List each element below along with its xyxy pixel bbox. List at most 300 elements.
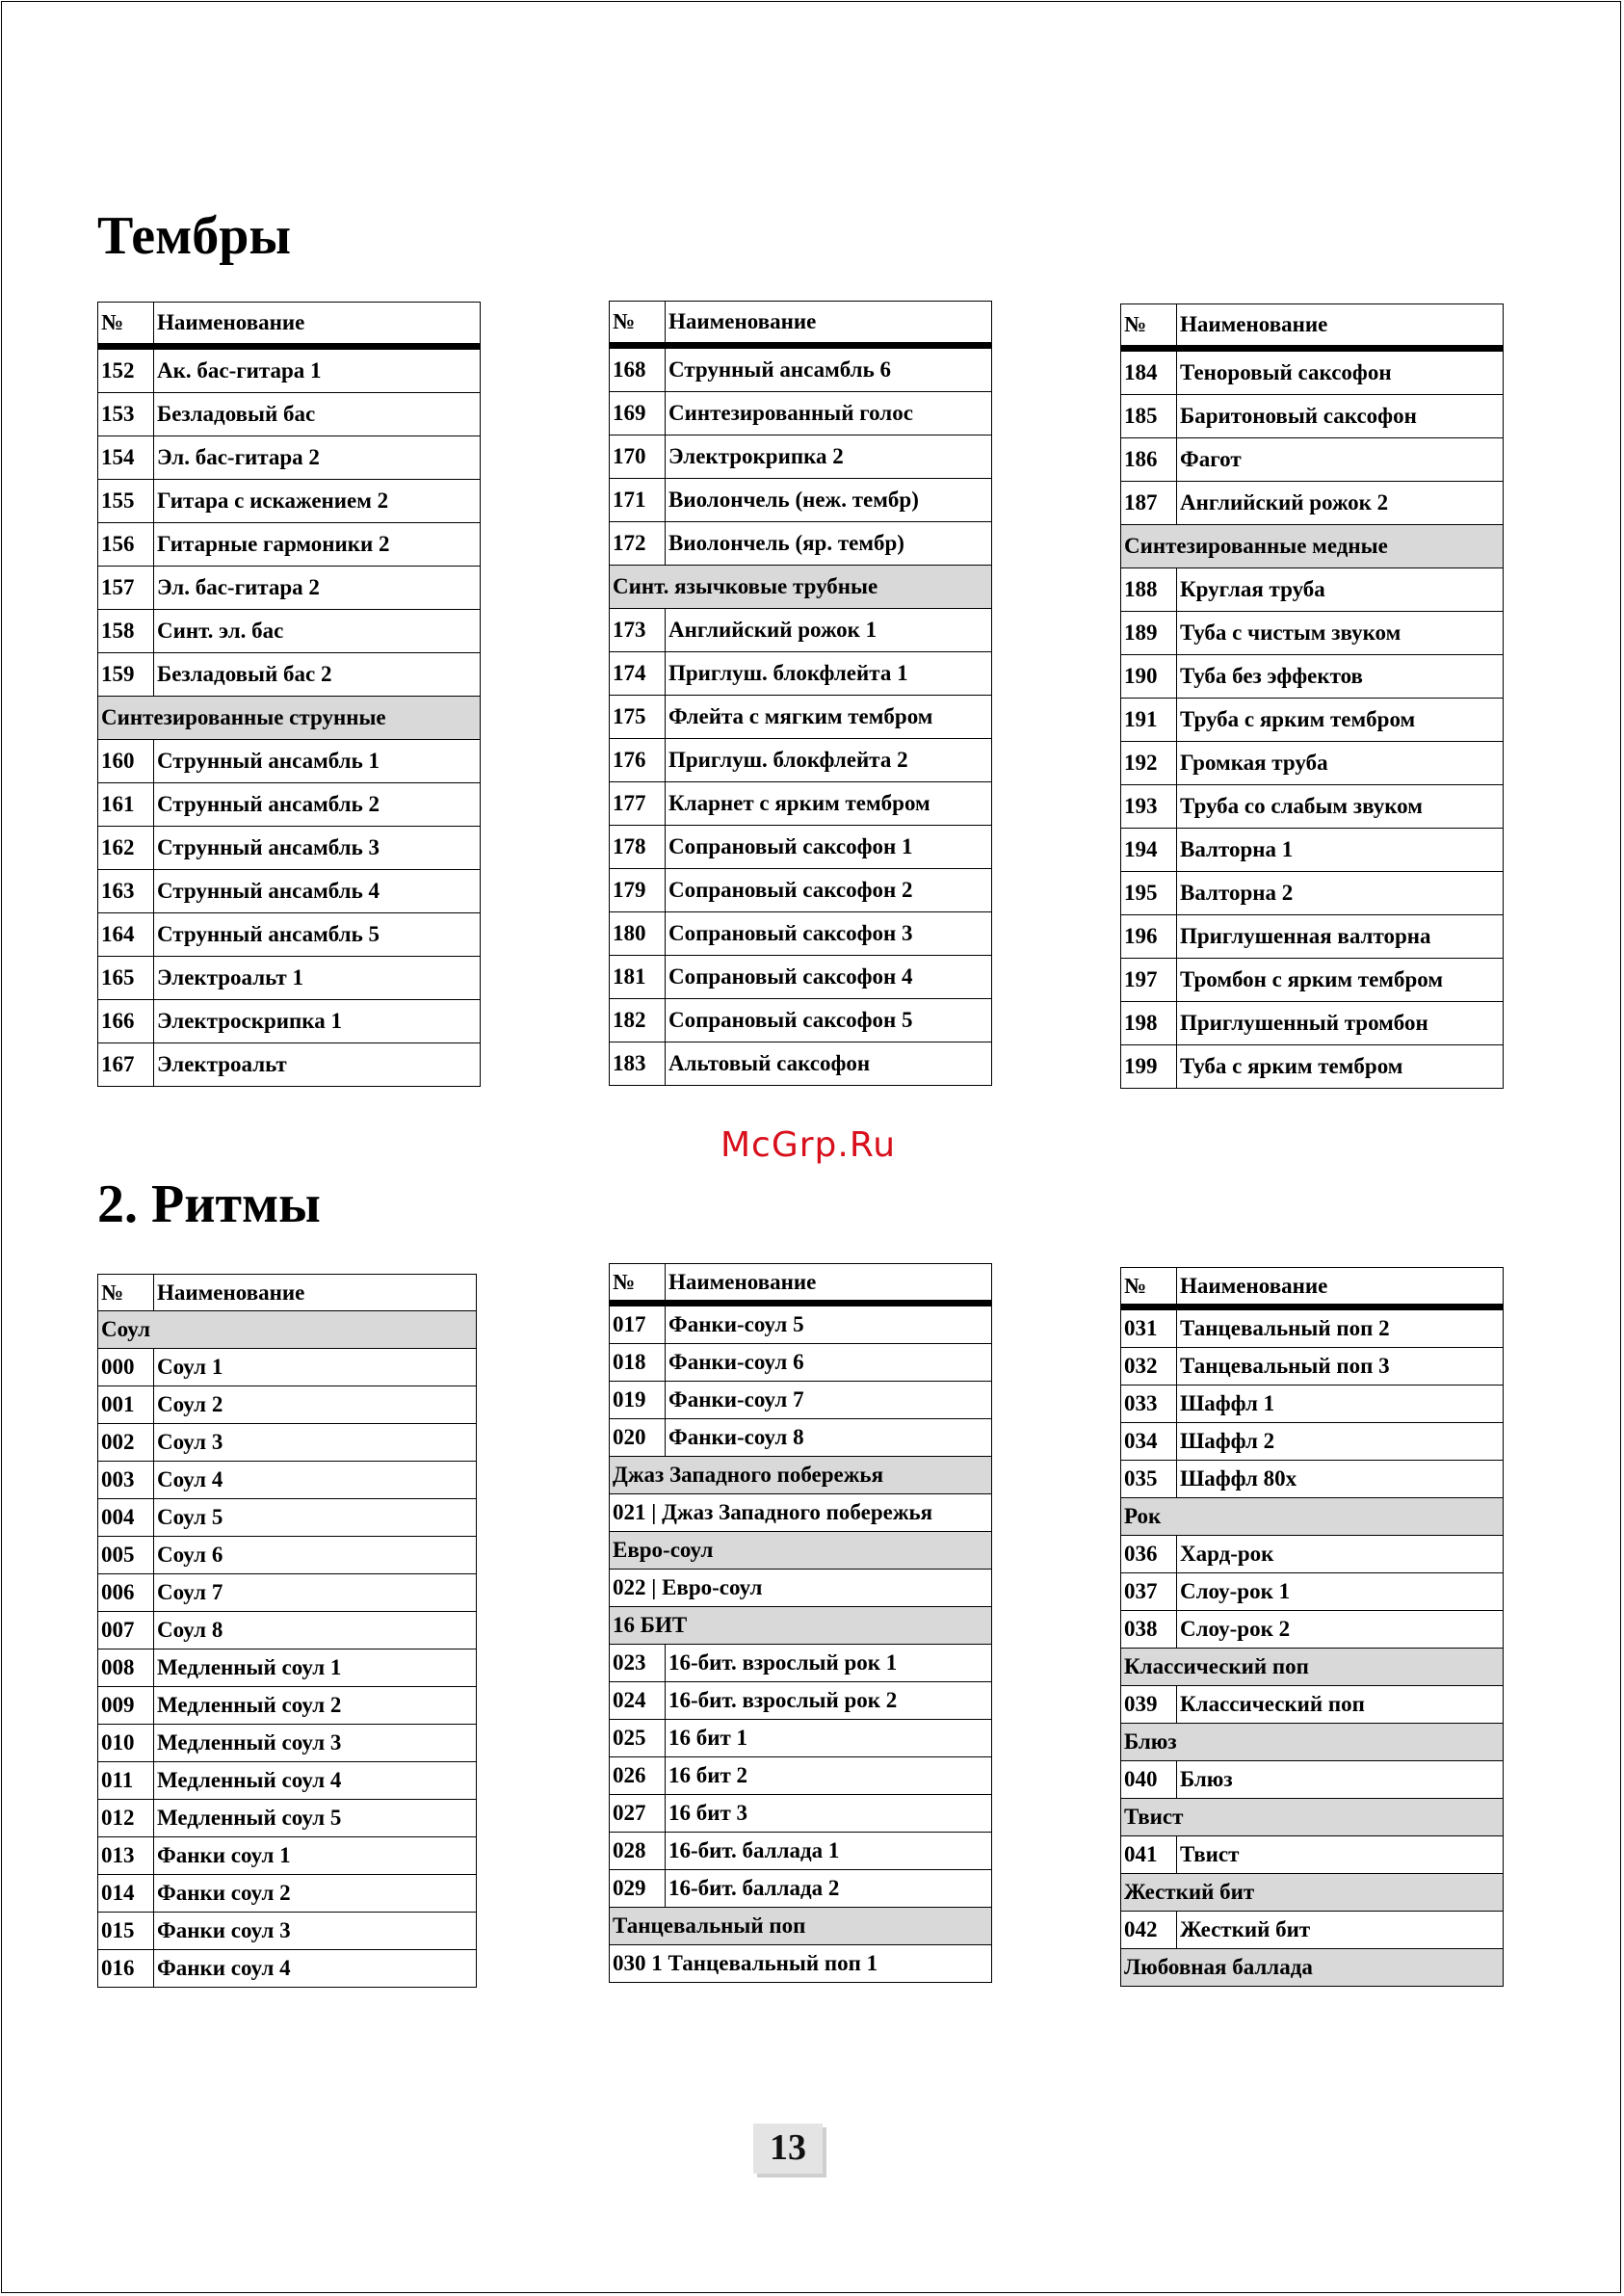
row-number: 026 (610, 1757, 666, 1795)
timbres-table-3 (1120, 303, 1504, 1089)
row-number: 011 (98, 1762, 154, 1800)
row-number: 158 (98, 610, 154, 653)
row-name: 16 бит 2 (666, 1757, 992, 1795)
table-row (1121, 872, 1504, 915)
row-number: 040 (1121, 1761, 1177, 1799)
row-name: Флейта с мягким тембром (666, 696, 992, 739)
row-number: 031 (1121, 1307, 1177, 1348)
category-label: Классический поп (1121, 1649, 1504, 1686)
table-row (610, 739, 992, 782)
row-name: Медленный соул 4 (154, 1762, 477, 1800)
row-name: Сопрановый саксофон 5 (666, 999, 992, 1042)
category-row (98, 1311, 477, 1349)
num-header: № (610, 1264, 666, 1304)
row-name: Туба без эффектов (1177, 655, 1504, 699)
timbres-table-2 (609, 301, 992, 1086)
table-row (610, 346, 992, 392)
row-name: Валторна 2 (1177, 872, 1504, 915)
row-number: 042 (1121, 1912, 1177, 1949)
row-number: 027 (610, 1795, 666, 1833)
table-row (98, 1462, 477, 1499)
row-name: Струнный ансамбль 4 (154, 870, 481, 913)
table-row (610, 1682, 992, 1720)
row-name: Громкая труба (1177, 742, 1504, 785)
name-header: Наименование (154, 1275, 477, 1311)
row-name: Жесткий бит (1177, 1912, 1504, 1949)
row-name: Сопрановый саксофон 1 (666, 826, 992, 869)
category-label: Соул (98, 1311, 477, 1349)
rhythms-table-3 (1120, 1267, 1504, 1987)
table-row (98, 653, 481, 697)
row-number: 176 (610, 739, 666, 782)
section-heading-rhythms: 2. Ритмы (97, 1174, 321, 1234)
row-number: 195 (1121, 872, 1177, 915)
category-label: Танцевальный поп (610, 1908, 992, 1945)
timbres-table-1 (97, 302, 481, 1087)
row-number: 178 (610, 826, 666, 869)
category-label: Блюз (1121, 1724, 1504, 1761)
name-header: Наименование (154, 303, 481, 347)
table-row (98, 1687, 477, 1725)
row-number: 018 (610, 1344, 666, 1382)
table-row (98, 567, 481, 610)
row-number: 163 (98, 870, 154, 913)
row-name: Синтезированный голос (666, 392, 992, 435)
row-name: Фанки-соул 7 (666, 1382, 992, 1419)
row-name: Медленный соул 1 (154, 1649, 477, 1687)
row-name: Кларнет с ярким тембром (666, 782, 992, 826)
table-row (610, 1344, 992, 1382)
row-number: 193 (1121, 785, 1177, 829)
row-number: 154 (98, 436, 154, 480)
row-number: 009 (98, 1687, 154, 1725)
table-row (98, 913, 481, 957)
row-number: 014 (98, 1875, 154, 1913)
table-row (1121, 349, 1504, 395)
row-number: 189 (1121, 612, 1177, 655)
category-row (610, 1532, 992, 1570)
table-header-row (610, 302, 992, 346)
row-number: 024 (610, 1682, 666, 1720)
category-label: Евро-соул (610, 1532, 992, 1570)
category-row (610, 566, 992, 609)
row-number: 001 (98, 1386, 154, 1424)
row-number: 173 (610, 609, 666, 652)
table-header-row (98, 1275, 477, 1311)
row-name: Труба со слабым звуком (1177, 785, 1504, 829)
row-name: Круглая труба (1177, 568, 1504, 612)
table-row (610, 1304, 992, 1344)
table-row (98, 1349, 477, 1386)
row-number: 032 (1121, 1348, 1177, 1386)
table-header-row (1121, 304, 1504, 349)
row-number: 025 (610, 1720, 666, 1757)
category-row (1121, 1498, 1504, 1536)
row-name: Синт. эл. бас (154, 610, 481, 653)
table-row (1121, 742, 1504, 785)
row-number: 037 (1121, 1573, 1177, 1611)
row-number: 020 (610, 1419, 666, 1457)
row-number: 013 (98, 1837, 154, 1875)
row-name: Струнный ансамбль 5 (154, 913, 481, 957)
table-row (1121, 1386, 1504, 1423)
num-header: № (610, 302, 666, 346)
category-row (1121, 1949, 1504, 1987)
row-name: Электроальт 1 (154, 957, 481, 1000)
row-number: 034 (1121, 1423, 1177, 1461)
table-row (98, 870, 481, 913)
table-row (1121, 395, 1504, 438)
row-name: 16-бит. взрослый рок 1 (666, 1645, 992, 1682)
row-name: Виолончель (яр. тембр) (666, 522, 992, 566)
row-number: 197 (1121, 959, 1177, 1002)
rhythms-table-2 (609, 1263, 992, 1983)
row-number: 002 (98, 1424, 154, 1462)
row-name: Электрокрипка 2 (666, 435, 992, 479)
row-name: Приглушенный тромбон (1177, 1002, 1504, 1045)
table-row (98, 1043, 481, 1087)
category-row (1121, 1724, 1504, 1761)
category-row (610, 1457, 992, 1494)
row-number: 159 (98, 653, 154, 697)
row-name: Соул 7 (154, 1574, 477, 1612)
table-row (610, 1870, 992, 1908)
table-row (98, 393, 481, 436)
table-row (610, 435, 992, 479)
table-row (98, 1612, 477, 1649)
table-row (610, 1042, 992, 1086)
row-name: 16 бит 3 (666, 1795, 992, 1833)
row-name: Туба с ярким тембром (1177, 1045, 1504, 1089)
row-number: 023 (610, 1645, 666, 1682)
table-row (1121, 612, 1504, 655)
row-name: 16-бит. баллада 1 (666, 1833, 992, 1870)
table-row (1121, 699, 1504, 742)
num-header: № (98, 1275, 154, 1311)
table-row (1121, 438, 1504, 482)
table-row (98, 1800, 477, 1837)
category-label: Синтезированные струнные (98, 697, 481, 740)
table-header-row (610, 1264, 992, 1304)
table-row (1121, 1573, 1504, 1611)
row-number: 019 (610, 1382, 666, 1419)
table-row (98, 480, 481, 523)
table-row (98, 347, 481, 393)
page-number: 13 (753, 2124, 823, 2174)
row-name: Классический поп (1177, 1686, 1504, 1724)
row-number: 157 (98, 567, 154, 610)
category-label: Любовная баллада (1121, 1949, 1504, 1987)
table-row (610, 522, 992, 566)
num-header: № (1121, 304, 1177, 349)
row-number: 199 (1121, 1045, 1177, 1089)
row-name: Соул 2 (154, 1386, 477, 1424)
table-row (1121, 1423, 1504, 1461)
row-name: Теноровый саксофон (1177, 349, 1504, 395)
table-row (98, 1837, 477, 1875)
row-number: 152 (98, 347, 154, 393)
row-number: 190 (1121, 655, 1177, 699)
row-number: 166 (98, 1000, 154, 1043)
name-header: Наименование (666, 1264, 992, 1304)
table-row (610, 696, 992, 739)
row-number: 012 (98, 1800, 154, 1837)
table-row (610, 1382, 992, 1419)
row-number: 005 (98, 1537, 154, 1574)
row-name: Тромбон с ярким тембром (1177, 959, 1504, 1002)
table-row (610, 609, 992, 652)
row-name: Английский рожок 1 (666, 609, 992, 652)
row-name: Альтовый саксофон (666, 1042, 992, 1086)
category-row (610, 1908, 992, 1945)
row-number: 172 (610, 522, 666, 566)
table-row (610, 1945, 992, 1983)
row-name: Шаффл 80х (1177, 1461, 1504, 1498)
table-row (98, 1574, 477, 1612)
row-number: 041 (1121, 1836, 1177, 1874)
table-row (610, 1757, 992, 1795)
table-row (1121, 1461, 1504, 1498)
row-name: Струнный ансамбль 3 (154, 827, 481, 870)
row-name: Ак. бас-гитара 1 (154, 347, 481, 393)
row-name: Шаффл 1 (1177, 1386, 1504, 1423)
row-number: 007 (98, 1612, 154, 1649)
row-name: Приглуш. блокфлейта 2 (666, 739, 992, 782)
table-row (98, 436, 481, 480)
table-row (1121, 1912, 1504, 1949)
table-row (98, 1762, 477, 1800)
table-row (98, 1649, 477, 1687)
table-row (1121, 959, 1504, 1002)
table-row (98, 957, 481, 1000)
row-number: 165 (98, 957, 154, 1000)
row-name: Эл. бас-гитара 2 (154, 436, 481, 480)
table-row (1121, 1002, 1504, 1045)
row-name: Твист (1177, 1836, 1504, 1874)
table-row (1121, 1686, 1504, 1724)
table-header-row (1121, 1268, 1504, 1307)
row-number: 171 (610, 479, 666, 522)
row-name: Медленный соул 2 (154, 1687, 477, 1725)
row-number: 038 (1121, 1611, 1177, 1649)
row-name: Танцевальный поп 3 (1177, 1348, 1504, 1386)
row-number: 162 (98, 827, 154, 870)
row-name: Эл. бас-гитара 2 (154, 567, 481, 610)
table-row (1121, 482, 1504, 525)
table-row (98, 1537, 477, 1574)
row-name: Гитарные гармоники 2 (154, 523, 481, 567)
table-row (98, 1725, 477, 1762)
table-row (98, 1386, 477, 1424)
table-row (1121, 1836, 1504, 1874)
row-number: 155 (98, 480, 154, 523)
table-row (610, 869, 992, 912)
row-number: 181 (610, 956, 666, 999)
name-header: Наименование (1177, 304, 1504, 349)
table-row (610, 1645, 992, 1682)
table-row (1121, 1348, 1504, 1386)
row-name: Медленный соул 5 (154, 1800, 477, 1837)
section-heading-timbres: Тембры (97, 206, 292, 266)
table-row (610, 1795, 992, 1833)
row-name: Струнный ансамбль 6 (666, 346, 992, 392)
row-number: 006 (98, 1574, 154, 1612)
row-number: 156 (98, 523, 154, 567)
row-number: 153 (98, 393, 154, 436)
row-name: Безладовый бас 2 (154, 653, 481, 697)
row-name: Труба с ярким тембром (1177, 699, 1504, 742)
row-name: Сопрановый саксофон 2 (666, 869, 992, 912)
table-row (610, 652, 992, 696)
row-number: 008 (98, 1649, 154, 1687)
category-label: 16 БИТ (610, 1607, 992, 1645)
row-number: 161 (98, 783, 154, 827)
table-row (610, 912, 992, 956)
row-name: Фанки-соул 6 (666, 1344, 992, 1382)
row-name: Баритоновый саксофон (1177, 395, 1504, 438)
category-row (1121, 1799, 1504, 1836)
row-text: 022 | Евро-соул (610, 1570, 992, 1607)
table-row (610, 1494, 992, 1532)
row-name: Хард-рок (1177, 1536, 1504, 1573)
category-label: Рок (1121, 1498, 1504, 1536)
row-number: 187 (1121, 482, 1177, 525)
table-row (1121, 1761, 1504, 1799)
row-number: 183 (610, 1042, 666, 1086)
table-row (1121, 1611, 1504, 1649)
row-number: 170 (610, 435, 666, 479)
row-number: 180 (610, 912, 666, 956)
row-number: 169 (610, 392, 666, 435)
row-name: Соул 6 (154, 1537, 477, 1574)
table-row (98, 610, 481, 653)
table-row (1121, 785, 1504, 829)
table-row (610, 1419, 992, 1457)
row-name: Гитара с искажением 2 (154, 480, 481, 523)
category-row (1121, 525, 1504, 568)
row-name: Электроальт (154, 1043, 481, 1087)
table-row (98, 1000, 481, 1043)
row-name: Соул 4 (154, 1462, 477, 1499)
row-name: Фанки соул 3 (154, 1913, 477, 1950)
row-number: 029 (610, 1870, 666, 1908)
row-number: 194 (1121, 829, 1177, 872)
row-name: Слоу-рок 1 (1177, 1573, 1504, 1611)
row-number: 179 (610, 869, 666, 912)
table-row (610, 826, 992, 869)
rhythms-table-1 (97, 1274, 477, 1988)
table-row (610, 782, 992, 826)
row-number: 015 (98, 1913, 154, 1950)
row-number: 164 (98, 913, 154, 957)
row-name: Приглуш. блокфлейта 1 (666, 652, 992, 696)
row-name: Английский рожок 2 (1177, 482, 1504, 525)
row-number: 186 (1121, 438, 1177, 482)
row-number: 168 (610, 346, 666, 392)
row-name: Сопрановый саксофон 3 (666, 912, 992, 956)
row-name: Соул 1 (154, 1349, 477, 1386)
row-number: 160 (98, 740, 154, 783)
table-row (610, 479, 992, 522)
num-header: № (1121, 1268, 1177, 1307)
row-name: Фанки соул 4 (154, 1950, 477, 1988)
row-number: 177 (610, 782, 666, 826)
row-name: Фанки соул 1 (154, 1837, 477, 1875)
row-number: 039 (1121, 1686, 1177, 1724)
row-name: Соул 5 (154, 1499, 477, 1537)
row-name: Фанки соул 2 (154, 1875, 477, 1913)
table-row (610, 392, 992, 435)
row-name: Приглушенная валторна (1177, 915, 1504, 959)
row-number: 016 (98, 1950, 154, 1988)
table-row (610, 956, 992, 999)
row-name: Блюз (1177, 1761, 1504, 1799)
table-row (610, 1833, 992, 1870)
row-number: 033 (1121, 1386, 1177, 1423)
table-row (98, 1499, 477, 1537)
table-header-row (98, 303, 481, 347)
row-name: Шаффл 2 (1177, 1423, 1504, 1461)
table-row (1121, 915, 1504, 959)
row-name: Фанки-соул 8 (666, 1419, 992, 1457)
row-name: 16-бит. баллада 2 (666, 1870, 992, 1908)
row-name: Медленный соул 3 (154, 1725, 477, 1762)
row-text: 030 1 Танцевальный поп 1 (610, 1945, 992, 1983)
row-number: 036 (1121, 1536, 1177, 1573)
watermark: McGrp.Ru (720, 1125, 897, 1165)
row-number: 004 (98, 1499, 154, 1537)
row-name: 16-бит. взрослый рок 2 (666, 1682, 992, 1720)
table-row (1121, 1307, 1504, 1348)
category-label: Синтезированные медные (1121, 525, 1504, 568)
row-name: 16 бит 1 (666, 1720, 992, 1757)
table-row (98, 740, 481, 783)
table-row (1121, 655, 1504, 699)
row-name: Валторна 1 (1177, 829, 1504, 872)
row-name: Безладовый бас (154, 393, 481, 436)
category-label: Джаз Западного побережья (610, 1457, 992, 1494)
table-row (610, 1720, 992, 1757)
category-row (98, 697, 481, 740)
table-row (98, 1875, 477, 1913)
row-name: Соул 8 (154, 1612, 477, 1649)
name-header: Наименование (1177, 1268, 1504, 1307)
num-header: № (98, 303, 154, 347)
row-number: 188 (1121, 568, 1177, 612)
table-row (1121, 1045, 1504, 1089)
table-row (98, 1950, 477, 1988)
row-number: 028 (610, 1833, 666, 1870)
table-row (98, 1913, 477, 1950)
row-name: Слоу-рок 2 (1177, 1611, 1504, 1649)
category-label: Твист (1121, 1799, 1504, 1836)
category-label: Синт. язычковые трубные (610, 566, 992, 609)
row-name: Виолончель (неж. тембр) (666, 479, 992, 522)
row-number: 175 (610, 696, 666, 739)
row-name: Туба с чистым звуком (1177, 612, 1504, 655)
row-name: Фанки-соул 5 (666, 1304, 992, 1344)
row-number: 000 (98, 1349, 154, 1386)
table-row (98, 783, 481, 827)
row-number: 003 (98, 1462, 154, 1499)
row-number: 017 (610, 1304, 666, 1344)
row-name: Фагот (1177, 438, 1504, 482)
category-row (1121, 1874, 1504, 1912)
category-label: Жесткий бит (1121, 1874, 1504, 1912)
row-name: Сопрановый саксофон 4 (666, 956, 992, 999)
row-number: 191 (1121, 699, 1177, 742)
table-row (98, 523, 481, 567)
